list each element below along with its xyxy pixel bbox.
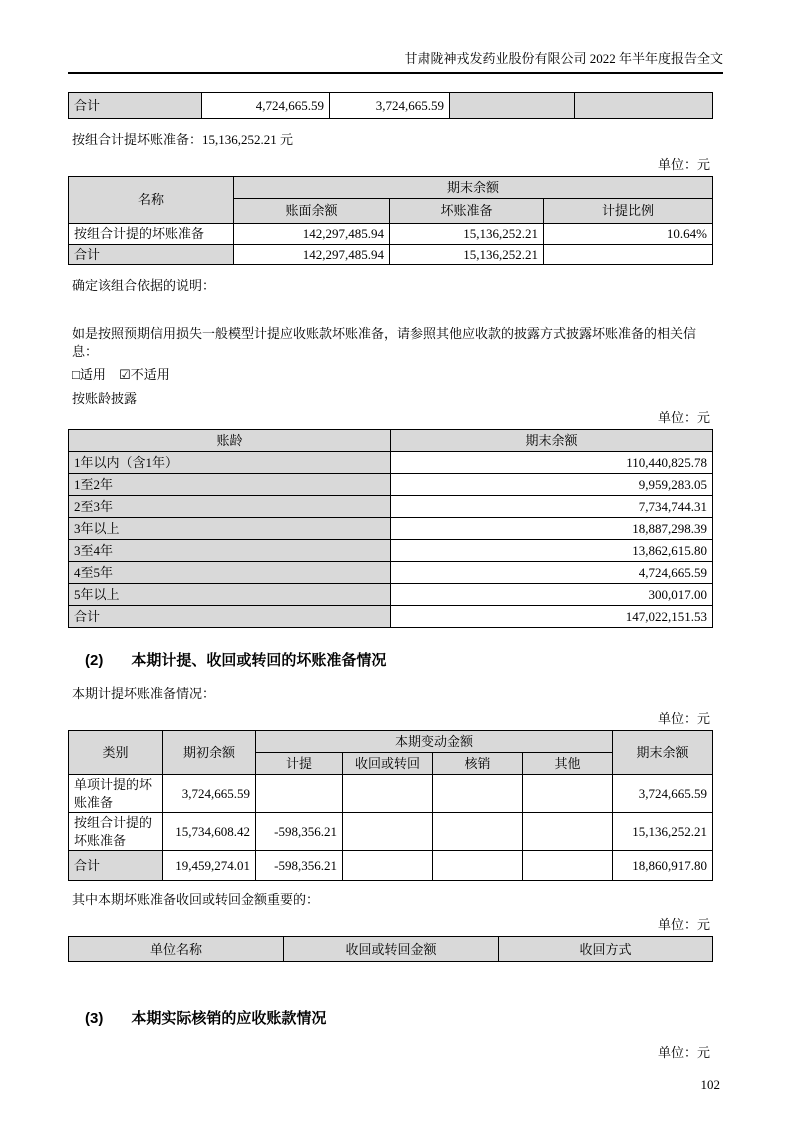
- unit-label: 单位：元: [657, 711, 710, 727]
- header-recovery-amount: 收回或转回金额: [284, 937, 499, 962]
- ratio-cell: 10.64%: [544, 224, 713, 245]
- significant-recovery-note: 其中本期坏账准备收回或转回金额重要的：: [72, 892, 320, 908]
- page-number: 102: [700, 1077, 720, 1093]
- header-aging: 账龄: [69, 430, 391, 452]
- table-header-row: [69, 731, 713, 753]
- table-row: [69, 93, 713, 119]
- recovery-cell: [343, 813, 433, 851]
- row-name-cell: 按组合计提的坏账准备: [69, 224, 234, 245]
- ratio-cell: [544, 244, 713, 265]
- aging-label-cell: 合计: [69, 606, 391, 628]
- opening-cell: 3,724,665.59: [163, 775, 256, 813]
- write-off-cell: [433, 775, 523, 813]
- heading-text: 本期计提、收回或转回的坏账准备情况: [131, 652, 387, 670]
- ecl-note: 如是按照预期信用损失一般模型计提应收账款坏账准备，请参照其他应收款的披露方式披露坏账准备的相关信息：: [72, 326, 697, 360]
- aging-label-cell: 4至5年: [69, 562, 391, 584]
- table-row: [69, 775, 713, 813]
- aging-value-cell: 4,724,665.59: [391, 562, 713, 584]
- table-row: [69, 474, 713, 496]
- page-content: [68, 92, 712, 1061]
- aging-disclosure-note: 按账龄披露: [72, 391, 138, 407]
- header-unit-name: 单位名称: [69, 937, 284, 962]
- aging-value-cell: 147,022,151.53: [391, 606, 713, 628]
- bad-debt-cell: 15,136,252.21: [390, 244, 544, 265]
- category-cell: 合计: [69, 851, 163, 881]
- bad-debt-cell: 15,136,252.21: [390, 224, 544, 245]
- total-value-cell: 4,724,665.59: [202, 93, 330, 119]
- recovery-cell: [343, 775, 433, 813]
- header-category: 类别: [69, 731, 163, 775]
- header-current-change: 本期变动金额: [256, 731, 613, 753]
- table-row: [69, 452, 713, 474]
- empty-cell: [575, 93, 713, 119]
- table-row: [69, 606, 713, 628]
- applicability-line: [68, 366, 712, 384]
- header-other: 其他: [523, 753, 613, 775]
- write-off-cell: [433, 813, 523, 851]
- header-recovery-method: 收回方式: [499, 937, 713, 962]
- header-bad-debt: 坏账准备: [390, 199, 544, 224]
- header-period-end: 期末余额: [234, 177, 713, 199]
- heading-number: (2): [85, 652, 104, 670]
- checkbox-applicable: □适用: [72, 367, 106, 383]
- table-row: [69, 224, 713, 245]
- aging-value-cell: 110,440,825.78: [391, 452, 713, 474]
- other-cell: [523, 813, 613, 851]
- header-opening: 期初余额: [163, 731, 256, 775]
- row-name-cell: 合计: [69, 244, 234, 265]
- unit-label: 单位：元: [657, 1045, 710, 1061]
- closing-cell: 15,136,252.21: [613, 813, 713, 851]
- aging-label-cell: 2至3年: [69, 496, 391, 518]
- table-row: [69, 813, 713, 851]
- category-cell: 单项计提的坏账准备: [69, 775, 163, 813]
- total-row-table: [68, 92, 713, 119]
- book-balance-cell: 142,297,485.94: [234, 224, 390, 245]
- unit-label: 单位：元: [657, 917, 710, 933]
- aging-label-cell: 1至2年: [69, 474, 391, 496]
- aging-table: [68, 429, 713, 628]
- table-row: [69, 562, 713, 584]
- section-heading-2: [68, 650, 712, 671]
- table-header-row: [69, 430, 713, 452]
- table-row: [69, 540, 713, 562]
- header-book-balance: 账面余额: [234, 199, 390, 224]
- header-closing: 期末余额: [613, 731, 713, 775]
- provision-cell: [256, 775, 343, 813]
- recovery-cell: [343, 851, 433, 881]
- aging-label-cell: 3年以上: [69, 518, 391, 540]
- page-header: [68, 48, 723, 74]
- table-row: [69, 244, 713, 265]
- checkbox-not-applicable: ☑不适用: [119, 367, 170, 383]
- group-provision-note: 按组合计提坏账准备：15,136,252.21 元: [72, 132, 294, 147]
- header-name: 名称: [69, 177, 234, 224]
- unit-label: 单位：元: [657, 157, 710, 172]
- table-row: [69, 518, 713, 540]
- table-row: [69, 496, 713, 518]
- aging-label-cell: 3至4年: [69, 540, 391, 562]
- heading-number: (3): [85, 1010, 104, 1028]
- aging-value-cell: 300,017.00: [391, 584, 713, 606]
- aging-label-cell: 1年以内（含1年）: [69, 452, 391, 474]
- section-heading-3: [68, 1008, 712, 1029]
- header-write-off: 核销: [433, 753, 523, 775]
- report-title: 甘肃陇神戎发药业股份有限公司 2022 年半年度报告全文: [404, 51, 723, 66]
- book-balance-cell: 142,297,485.94: [234, 244, 390, 265]
- aging-value-cell: 13,862,615.80: [391, 540, 713, 562]
- category-cell: 按组合计提的坏账准备: [69, 813, 163, 851]
- recovery-table: [68, 936, 713, 962]
- opening-cell: 15,734,608.42: [163, 813, 256, 851]
- closing-cell: 18,860,917.80: [613, 851, 713, 881]
- group-provision-table: [68, 176, 713, 265]
- movement-table: [68, 730, 713, 881]
- table-row: [69, 584, 713, 606]
- total-label-cell: 合计: [69, 93, 202, 119]
- empty-cell: [450, 93, 575, 119]
- table-header-row: [69, 937, 713, 962]
- header-provision: 计提: [256, 753, 343, 775]
- provision-cell: -598,356.21: [256, 851, 343, 881]
- aging-value-cell: 18,887,298.39: [391, 518, 713, 540]
- current-provision-note: 本期计提坏账准备情况：: [72, 686, 216, 702]
- heading-text: 本期实际核销的应收账款情况: [131, 1010, 327, 1028]
- table-row: [69, 851, 713, 881]
- provision-cell: -598,356.21: [256, 813, 343, 851]
- aging-label-cell: 5年以上: [69, 584, 391, 606]
- write-off-cell: [433, 851, 523, 881]
- opening-cell: 19,459,274.01: [163, 851, 256, 881]
- aging-value-cell: 7,734,744.31: [391, 496, 713, 518]
- closing-cell: 3,724,665.59: [613, 775, 713, 813]
- other-cell: [523, 851, 613, 881]
- aging-value-cell: 9,959,283.05: [391, 474, 713, 496]
- basis-note: 确定该组合依据的说明：: [72, 278, 216, 294]
- header-recovery: 收回或转回: [343, 753, 433, 775]
- other-cell: [523, 775, 613, 813]
- total-value-cell: 3,724,665.59: [330, 93, 450, 119]
- unit-label: 单位：元: [657, 410, 710, 426]
- table-header-row: [69, 177, 713, 199]
- header-ratio: 计提比例: [544, 199, 713, 224]
- header-period-end: 期末余额: [391, 430, 713, 452]
